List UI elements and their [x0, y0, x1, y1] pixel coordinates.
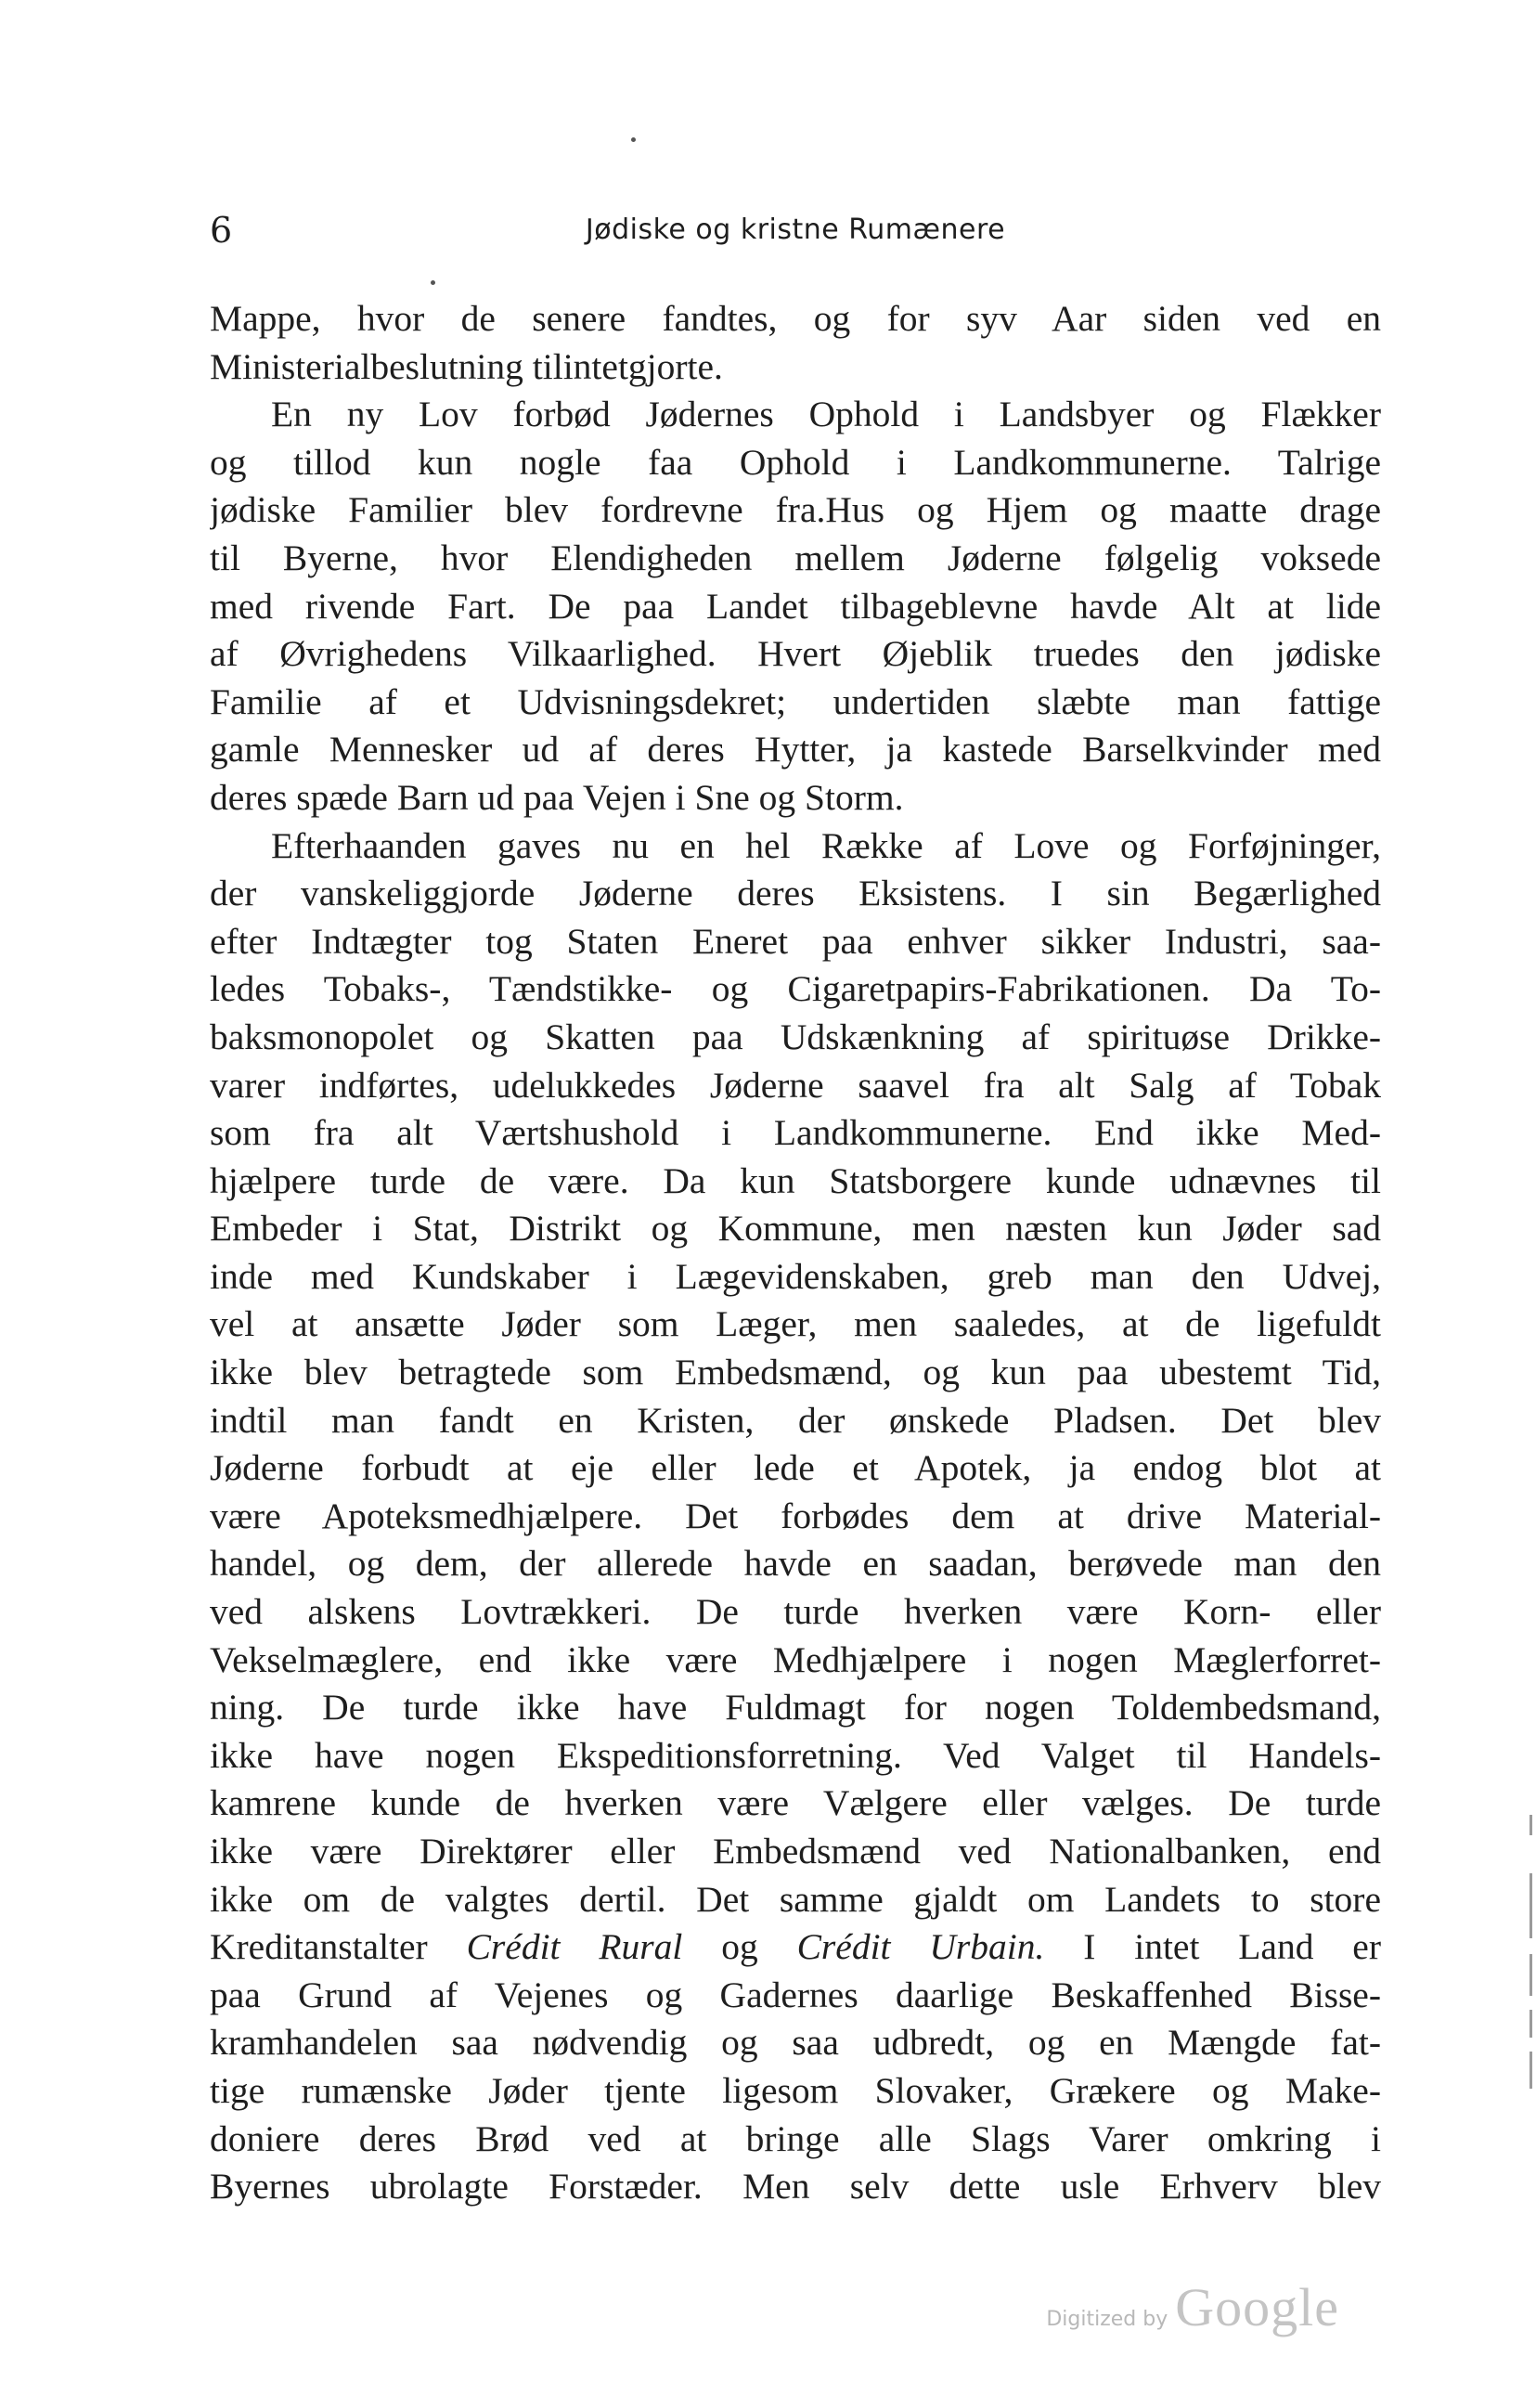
text-line: der vanskeliggjorde Jøderne deres Eksistens. I sin Begærlighed	[210, 873, 1381, 914]
text-line: Jøderne forbudt at eje eller lede et Apotek, ja endog blot at	[210, 1447, 1381, 1489]
text-line: gamle Mennesker ud af deres Hytter, ja kastede Barselkvinder med	[210, 729, 1381, 770]
scan-edge-mark	[1530, 2052, 1532, 2089]
text-line: doniere deres Brød ved at bringe alle Slags Varer omkring i	[210, 2117, 1381, 2159]
text-line: En ny Lov forbød Jødernes Ophold i Landsbyer og Flækker	[271, 394, 1381, 435]
digitized-by-label: Digitized by	[1046, 2308, 1168, 2331]
text-line: hjælpere turde de være. Da kun Statsborgere kunde udnævnes til	[210, 1159, 1381, 1201]
text-line: Mappe, hvor de senere fandtes, og for syv Aar siden ved en	[210, 298, 1381, 339]
text-line: paa Grund af Vejenes og Gadernes daarlige Beskaffenhed Bisse-	[210, 1974, 1381, 2015]
scan-edge-mark	[1530, 1873, 1532, 1938]
text-line: handel, og dem, der allerede havde en saadan, berøvede man den	[210, 1543, 1381, 1585]
text-line: Efterhaanden gaves nu en hel Række af Love og Forføjninger,	[271, 824, 1381, 866]
text-line: ved alskens Lovtrækkeri. De turde hverken være Korn- eller	[210, 1591, 1381, 1633]
text-line: ikke blev betragtede som Embedsmænd, og kun paa ubestemt Tid,	[210, 1352, 1381, 1393]
scan-edge-mark	[1530, 1815, 1532, 1835]
text-line: være Apoteksmedhjælpere. Det forbødes dem at drive Material-	[210, 1495, 1381, 1536]
text-span: I intet Land er	[1044, 1926, 1381, 1968]
text-line: af Øvrighedens Vilkaarlighed. Hvert Øjeblik truedes den jødiske	[210, 633, 1381, 675]
scan-edge-mark	[1530, 2010, 1532, 2038]
text-line: jødiske Familier blev fordrevne fra.Hus og Hjem og maatte drage	[210, 489, 1381, 531]
text-line-with-italics	[210, 1923, 1381, 1972]
text-line: Embeder i Stat, Distrikt og Kommune, men næsten kun Jøder sad	[210, 1208, 1381, 1249]
running-head: Jødiske og kristne Rumænere	[585, 214, 1006, 246]
scan-edge-mark	[1530, 1954, 1532, 1996]
text-line: efter Indtægter tog Staten Eneret paa enhver sikker Industri, saa-	[210, 920, 1381, 962]
text-line: Familie af et Udvisningsdekret; undertiden slæbte man fattige	[210, 680, 1381, 722]
text-line: indtil man fandt en Kristen, der ønskede Pladsen. Det blev	[210, 1399, 1381, 1441]
page-header	[210, 202, 1381, 258]
print-speck	[431, 280, 435, 285]
text-line: Vekselmæglere, end ikke være Medhjælpere i nogen Mæglerforret-	[210, 1638, 1381, 1680]
print-speck	[631, 137, 636, 142]
text-span: og	[682, 1926, 797, 1968]
text-line: Ministerialbeslutning tilintetgjorte.	[210, 345, 723, 387]
text-line: tige rumænske Jøder tjente ligesom Slovaker, Grækere og Make-	[210, 2069, 1381, 2111]
text-line: vel at ansætte Jøder som Læger, men saaledes, at de ligefuldt	[210, 1303, 1381, 1345]
digitized-by-google-watermark	[1046, 2276, 1339, 2337]
text-line: og tillod kun nogle faa Ophold i Landkommunerne. Talrige	[210, 441, 1381, 483]
text-line: baksmonopolet og Skatten paa Udskænkning af spirituøse Drikke-	[210, 1016, 1381, 1057]
text-line: med rivende Fart. De paa Landet tilbageblevne havde Alt at lide	[210, 585, 1381, 627]
text-line: kamrene kunde de hverken være Vælgere eller vælges. De turde	[210, 1782, 1381, 1824]
text-line: som fra alt Værtshushold i Landkommunerne. End ikke Med-	[210, 1112, 1381, 1154]
text-line: deres spæde Barn ud paa Vejen i Sne og Storm.	[210, 776, 904, 818]
text-line: ledes Tobaks-, Tændstikke- og Cigaretpapirs-Fabrikationen. Da To-	[210, 968, 1381, 1010]
italic-term: Crédit Urbain.	[796, 1926, 1045, 1968]
text-line: Byernes ubrolagte Forstæder. Men selv dette usle Erhverv blev	[210, 2166, 1381, 2207]
text-span: Kreditanstalter	[210, 1926, 467, 1968]
text-line: til Byerne, hvor Elendigheden mellem Jøderne følgelig voksede	[210, 537, 1381, 578]
text-line: ikke om de valgtes dertil. Det samme gjaldt om Landets to store	[210, 1878, 1381, 1920]
text-line: ning. De turde ikke have Fuldmagt for nogen Toldembedsmand,	[210, 1687, 1381, 1728]
text-line: inde med Kundskaber i Lægevidenskaben, greb man den Udvej,	[210, 1255, 1381, 1297]
body-text	[210, 295, 1381, 2211]
text-line: ikke være Direktører eller Embedsmænd ved Nationalbanken, end	[210, 1831, 1381, 1871]
text-line: ikke have nogen Ekspeditionsforretning. Ved Valget til Handels-	[210, 1734, 1381, 1776]
page-number: 6	[210, 210, 233, 251]
text-line: kramhandelen saa nødvendig og saa udbredt, og en Mængde fat-	[210, 2022, 1381, 2064]
google-logo: Google	[1175, 2277, 1339, 2337]
italic-term: Crédit Rural	[466, 1926, 683, 1968]
text-line: varer indførtes, udelukkedes Jøderne saavel fra alt Salg af Tobak	[210, 1064, 1381, 1106]
